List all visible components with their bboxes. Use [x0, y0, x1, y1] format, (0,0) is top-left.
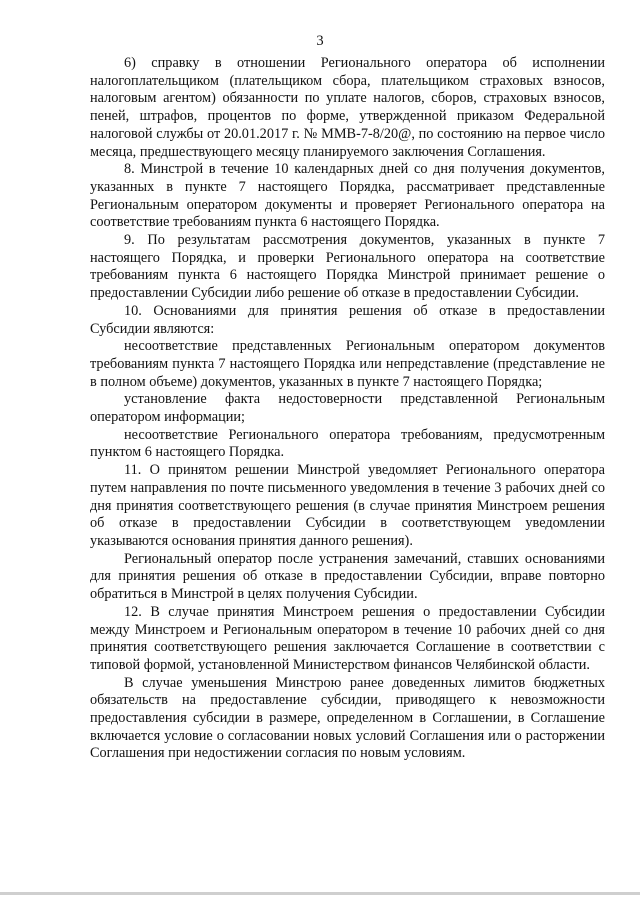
document-body	[90, 55, 605, 763]
paragraph-clause-10: 10. Основаниями для принятия решения об отказе в предоставлении Субсидии являются:	[90, 302, 605, 337]
paragraph-clause-8: 8. Минстрой в течение 10 календарных дней со дня получения документов, указанных в пункте 7 настоящего Порядка, рассматривает представленные Региональным оператором документы и проверяет Регионального оператора на соответствие требованиям пункта 6 настоящего Порядка.	[90, 161, 605, 231]
paragraph-item-6-certificate: 6) справку в отношении Регионального оператора об исполнении налогоплательщиком (плательщиком сбора, плательщиком страховых взносов, налоговым агентом) обязанности по уплате налогов, сборов, страховых взносов, пеней, штрафов, процентов по форме, утвержденной приказом Федеральной налоговой службы от 20.01.2017 г. № ММВ-7-8/20@, по состоянию на первое число месяца, предшествующего месяцу планируемого заключения Соглашения.	[90, 55, 605, 160]
paragraph-clause-9: 9. По результатам рассмотрения документов, указанных в пункте 7 настоящего Порядка, и проверки Регионального оператора на соответствие требованиям пункта 6 настоящего Порядка Минстрой принимает решение о предоставлении Субсидии либо решение об отказе в предоставлении Субсидии.	[90, 232, 605, 302]
paragraph-clause-12-limits: В случае уменьшения Минстрою ранее доведенных лимитов бюджетных обязательств на предоставление субсидии, приводящего к невозможности предоставления субсидии в размере, определенном в Соглашении, в Соглашение включается условие о согласовании новых условий Соглашения или о расторжении Соглашения при недостижении согласия по новым условиям.	[90, 674, 605, 762]
scan-bottom-edge	[0, 892, 640, 895]
paragraph-clause-10-ground-2: установление факта недостоверности представленной Региональным оператором информации;	[90, 391, 605, 426]
paragraph-clause-10-ground-1: несоответствие представленных Региональным оператором документов требованиям пункта 7 настоящего Порядка или непредставление (представление не в полном объеме) документов, указанных в пункте 7 настоящего Порядка;	[90, 338, 605, 390]
page-number: 3	[316, 33, 324, 49]
paragraph-clause-11: 11. О принятом решении Минстрой уведомляет Регионального оператора путем направления по почте письменного уведомления в течение 3 рабочих дней со дня принятия соответствующего решения (в случае принятия Минстроем решения об отказе в предоставлении Субсидии в соответствующем уведомлении указываются основания принятия данного решения).	[90, 462, 605, 549]
paragraph-clause-12: 12. В случае принятия Минстроем решения о предоставлении Субсидии между Минстроем и Региональным оператором в течение 10 рабочих дней со дня принятия соответствующего решения заключается Соглашение в соответствии с типовой формой, установленной Министерством финансов Челябинской области.	[90, 603, 605, 673]
paragraph-clause-10-ground-3: несоответствие Регионального оператора требованиям, предусмотренным пунктом 6 настоящего Порядка.	[90, 426, 605, 461]
paragraph-clause-11-reapply: Региональный оператор после устранения замечаний, ставших основаниями для принятия решения об отказе в предоставлении Субсидии, вправе повторно обратиться в Минстрой в целях получения Субсидии.	[90, 550, 605, 603]
